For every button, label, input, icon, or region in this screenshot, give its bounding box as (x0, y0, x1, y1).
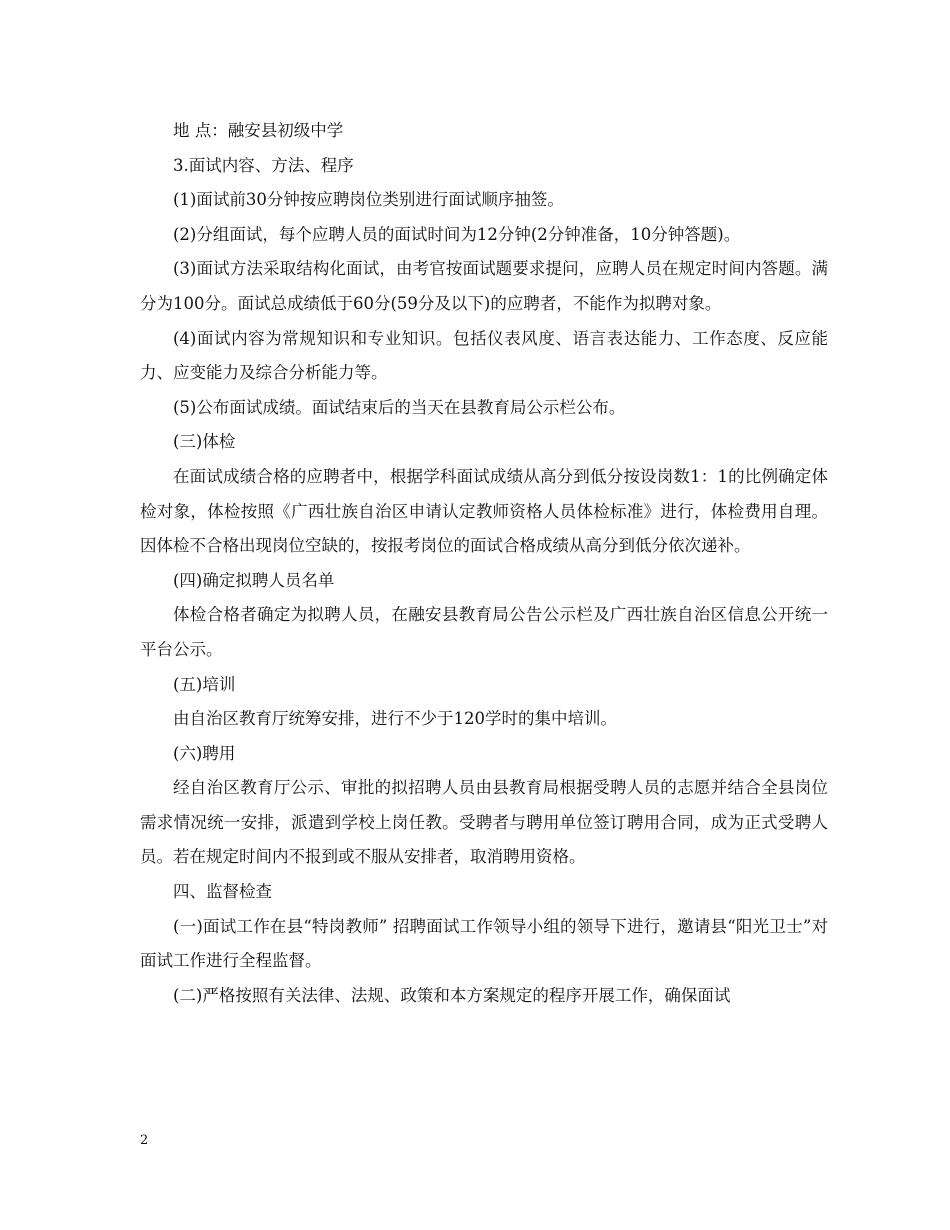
section-heading-training: (五)培训 (173, 674, 236, 694)
section-heading-employment: (六)聘用 (173, 743, 236, 763)
section-heading-candidate-list: (四)确定拟聘人员名单 (173, 570, 335, 590)
paragraph-interview-item-4: (4)面试内容为常规知识和专业知识。包括仪表风度、语言表达能力、工作态度、反应能力、应变能力及综合分析能力等。 (140, 328, 828, 383)
section-heading-physical-exam: (三)体检 (173, 432, 236, 452)
paragraph-supervision-1: (一)面试工作在县“特岗教师” 招聘面试工作领导小组的领导下进行，邀请县“阳光卫士”对面试工作进行全程监督。 (140, 916, 828, 971)
paragraph-location: 地 点：融安县初级中学 (173, 121, 344, 140)
paragraph-interview-item-3: (3)面试方法采取结构化面试，由考官按面试题要求提问，应聘人员在规定时间内答题。满分为100分。面试总成绩低于60分(59分及以下)的应聘者，不能作为拟聘对象。 (140, 259, 828, 313)
paragraph-interview-item-5: (5)公布面试成绩。面试结束后的当天在县教育局公示栏公布。 (173, 397, 626, 417)
paragraph-candidate-list: 体检合格者确定为拟聘人员，在融安县教育局公告公示栏及广西壮族自治区信息公开统一平台公示。 (140, 605, 828, 659)
paragraph-interview-item-2: (2)分组面试，每个应聘人员的面试时间为12分钟(2分钟准备，10分钟答题)。 (173, 224, 741, 244)
paragraph-interview-heading: 3.面试内容、方法、程序 (173, 155, 354, 175)
page-number: 2 (140, 1133, 149, 1148)
document-body (140, 114, 828, 1013)
paragraph-interview-item-1: (1)面试前30分钟按应聘岗位类别进行面试顺序抽签。 (173, 190, 564, 210)
paragraph-supervision-2: (二)严格按照有关法律、法规、政策和本方案规定的程序开展工作，确保面试 (173, 985, 731, 1005)
paragraph-physical-exam: 在面试成绩合格的应聘者中，根据学科面试成绩从高分到低分按设岗数1：1的比例确定体检对象，体检按照《广西壮族自治区申请认定教师资格人员体检标准》进行，体检费用自理。因体检不合格出现岗位空缺的，按报考岗位的面试合格成绩从高分到低分依次递补。 (140, 466, 828, 556)
paragraph-training: 由自治区教育厅统筹安排，进行不少于120学时的集中培训。 (173, 709, 617, 729)
section-heading-supervision: 四、监督检查 (173, 882, 272, 902)
paragraph-employment: 经自治区教育厅公示、审批的拟招聘人员由县教育局根据受聘人员的志愿并结合全县岗位需求情况统一安排，派遣到学校上岗任教。受聘者与聘用单位签订聘用合同，成为正式受聘人员。若在规定时间内不报到或不服从安排者，取消聘用资格。 (140, 778, 828, 867)
